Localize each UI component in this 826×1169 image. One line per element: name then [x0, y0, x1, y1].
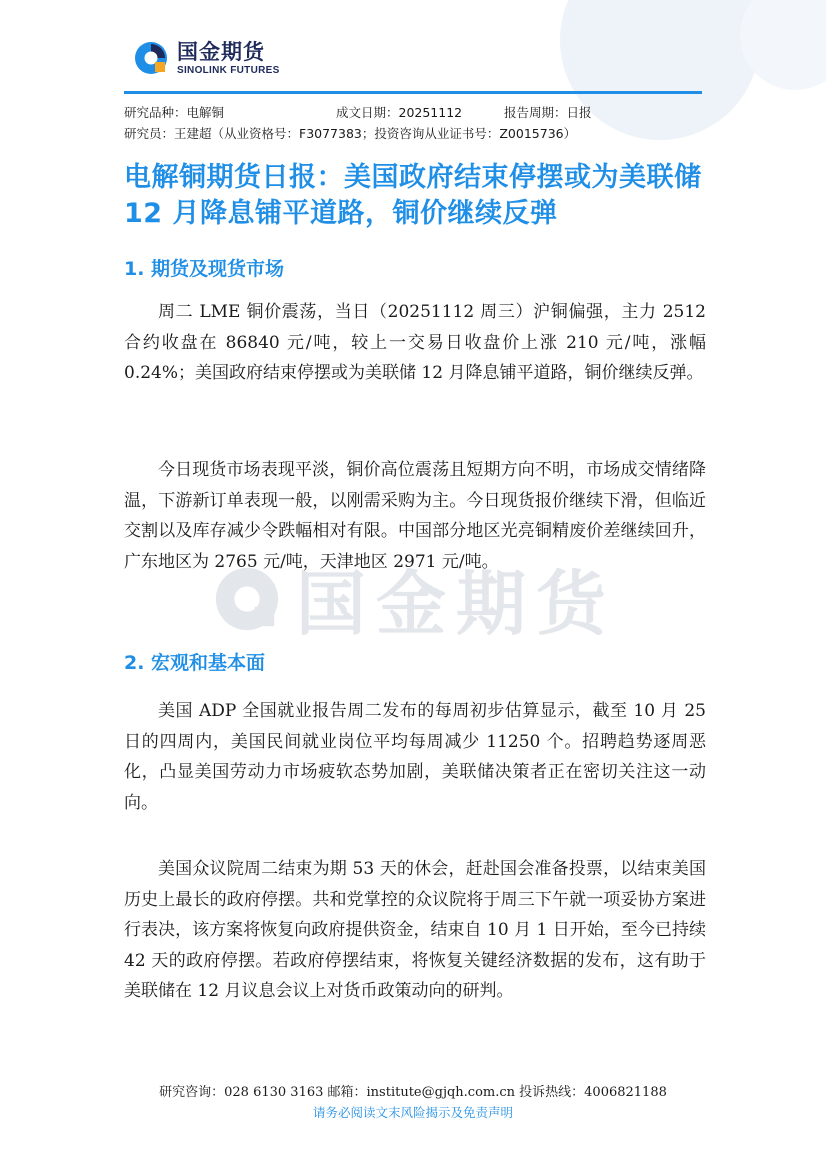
- logo-mark-icon: [133, 40, 169, 76]
- meta-variety: 研究品种：电解铜: [124, 105, 225, 120]
- logo-name-cn: 国金期货: [177, 39, 265, 64]
- header-divider: [124, 91, 702, 94]
- footer-contact: 研究咨询：028 6130 3163 邮箱：institute@gjqh.com.cn 投诉热线：4006821188: [159, 1085, 667, 1100]
- section-heading-futures-spot: 1. 期货及现货市场: [124, 258, 285, 280]
- paragraph-spot-market: 今日现货市场表现平淡，铜价高位震荡且短期方向不明，市场成交情绪降温，下游新订单表现一般，以刚需采购为主。今日现货报价继续下滑，但临近交割以及库存减少令跌幅相对有限。中国部分地区光亮铜精废价差继续回升，广东地区为 2765 元/吨，天津地区 2971 元/吨。: [124, 460, 706, 572]
- meta-period: 报告周期：日报: [504, 105, 592, 120]
- report-title: 电解铜期货日报：美国政府结束停摆或为美联储 12 月降息铺平道路，铜价继续反弹: [124, 162, 702, 229]
- watermark-text: 国金期货: [296, 563, 616, 645]
- meta-date: 成文日期：20251112: [336, 105, 463, 120]
- company-logo: [133, 40, 280, 76]
- section-heading-macro: 2. 宏观和基本面: [124, 652, 266, 674]
- logo-name-en: SINOLINK FUTURES: [177, 64, 280, 76]
- paragraph-lme-copper: 周二 LME 铜价震荡，当日（20251112 周三）沪铜偏强，主力 2512 合约收盘在 86840 元/吨，较上一交易日收盘价上涨 210 元/吨，涨幅 0.24%；美国政府结束停摆或为美联储 12 月降息铺平道路，铜价继续反弹。: [124, 302, 706, 383]
- paragraph-adp-employment: 美国 ADP 全国就业报告周二发布的每周初步估算显示，截至 10 月 25 日的四周内，美国民间就业岗位平均每周减少 11250 个。招聘趋势逐周恶化，凸显美国劳动力市场疲软态势加剧，美联储决策者正在密切关注这一动向。: [124, 701, 706, 813]
- footer-disclaimer-link[interactable]: 请务必阅读文末风险揭示及免责声明: [312, 1105, 513, 1120]
- meta-researcher: 研究员：王建超（从业资格号：F3077383；投资咨询从业证书号：Z0015736）: [124, 126, 577, 141]
- paragraph-government-shutdown: 美国众议院周二结束为期 53 天的休会，赶赴国会准备投票，以结束美国历史上最长的政府停摆。共和党掌控的众议院将于周三下午就一项妥协方案进行表决，该方案将恢复向政府提供资金，结束自 10 月 1 日开始，至今已持续 42 天的政府停摆。若政府停摆结束，将恢复关键经济数据的发布，这有助于美联储在 12 月议息会议上对货币政策动向的研判。: [124, 859, 706, 1001]
